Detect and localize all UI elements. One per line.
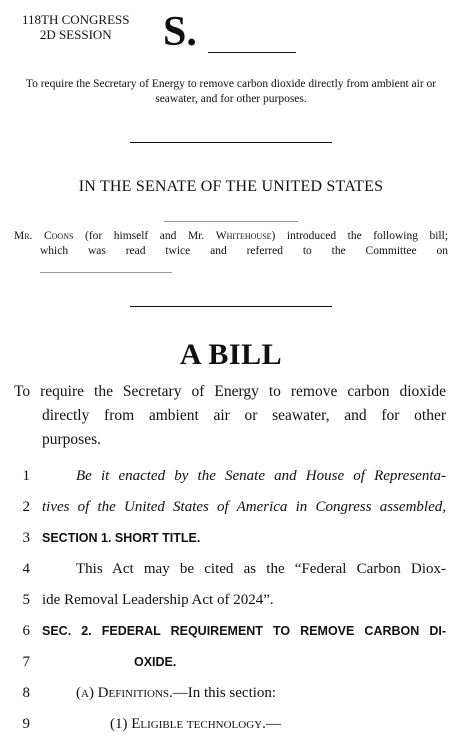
cosponsor-name: Whitehouse [215, 230, 272, 242]
bill-purpose-line: directly from ambient air or seawater, and for other [42, 407, 446, 424]
bill-line [0, 616, 462, 647]
sponsor-name: Mr. Coons [14, 230, 74, 242]
section-heading: SECTION 1. SHORT TITLE. [42, 531, 201, 545]
line-text: Be it enacted by the Senate and House of Representa- [76, 468, 446, 484]
date-blank [164, 221, 298, 222]
introduced-line-2: which was read twice and referred to the Committee on [40, 245, 448, 257]
bill-line [0, 523, 462, 554]
subsection-label: (a) Definitions. [76, 685, 173, 701]
section-heading: SEC. 2. FEDERAL REQUIREMENT TO REMOVE CARBON DI- [42, 624, 446, 638]
session-label: 2D SESSION [39, 27, 112, 42]
congress-session-block [22, 12, 130, 42]
committee-blank [40, 272, 172, 273]
bill-line [0, 678, 462, 709]
bill-number-blank [208, 52, 296, 53]
divider [130, 306, 332, 307]
senate-heading: IN THE SENATE OF THE UNITED STATES [78, 178, 384, 195]
divider [130, 142, 332, 143]
bill-line [0, 709, 462, 740]
bill-line [0, 461, 462, 492]
introduced-line-1 [14, 229, 448, 244]
line-number: 3 [22, 530, 30, 546]
bill-number-prefix: S. [163, 9, 197, 55]
line-number: 1 [22, 468, 30, 484]
line-number: 6 [22, 623, 30, 639]
bill-purpose-line: To require the Secretary of Energy to remove carbon dioxide [14, 383, 446, 400]
introduced-tail: ) introduced the following bill; [271, 230, 449, 242]
sponsor-mid: (for himself and Mr. [84, 230, 205, 242]
section-heading: OXIDE. [134, 655, 177, 669]
congress-label: 118TH CONGRESS [22, 12, 130, 27]
bill-line [0, 492, 462, 523]
line-number: 4 [22, 561, 30, 577]
line-text [76, 678, 446, 709]
line-number: 9 [22, 716, 30, 732]
bill-line [0, 585, 462, 616]
line-text [110, 709, 446, 740]
bill-line [0, 554, 462, 585]
line-number: 2 [22, 499, 30, 515]
paragraph-text: — [265, 716, 281, 732]
line-text: This Act may be cited as the “Federal Carbon Diox- [76, 561, 446, 577]
bill-purpose-line: purposes. [42, 431, 101, 448]
line-number: 7 [22, 654, 30, 670]
bill-line [0, 647, 462, 678]
line-number: 5 [22, 592, 30, 608]
purpose-summary: To require the Secretary of Energy to remove carbon dioxide directly from ambient air or seawater, and for other purposes. [25, 78, 437, 105]
line-text: tives of the United States of America in Congress assembled, [42, 499, 446, 515]
bill-purpose [14, 380, 446, 452]
subsection-text: —In this section: [172, 685, 277, 701]
a-bill-heading: A BILL [179, 338, 283, 371]
line-text: ide Removal Leadership Act of 2024”. [42, 592, 274, 608]
line-number: 8 [22, 685, 30, 701]
paragraph-label: (1) Eligible technology. [110, 716, 266, 732]
